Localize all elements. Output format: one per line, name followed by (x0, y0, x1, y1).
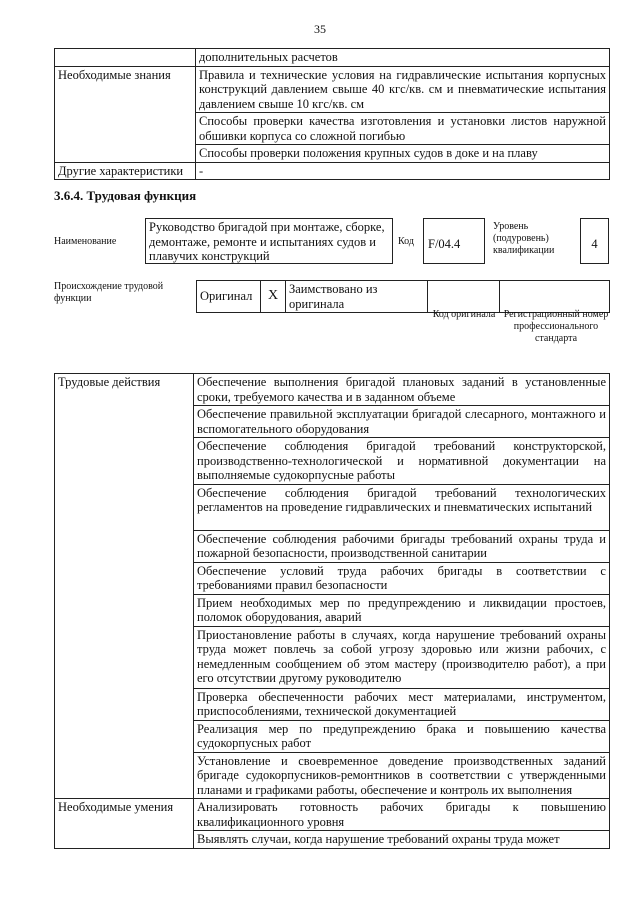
page-number: 35 (314, 22, 326, 36)
skill-item: Анализировать готовность рабочих бригады к повышению квалификационного уровня (194, 799, 610, 831)
name-value: Руководство бригадой при монтаже, сборке, демонтаже, ремонте и испытаниях судов и плавучих конструкций (145, 218, 393, 264)
knowledge-item: Правила и технические условия на гидравлические испытания корпусных конструкций давлением свыше 40 кгс/кв. см и пневматические испытания давлением свыше 10 кгс/кв. см (196, 66, 610, 113)
code-label: Код (398, 236, 414, 247)
knowledge-item: Способы проверки положения крупных судов в доке и на плаву (196, 145, 610, 163)
section-title: 3.6.4. Трудовая функция (54, 188, 197, 203)
actions-label: Трудовые действия (55, 374, 194, 799)
knowledge-label: Необходимые знания (55, 66, 196, 162)
skill-item: Выявлять случаи, когда нарушение требований охраны труда может (194, 831, 610, 849)
original-mark: X (261, 281, 286, 313)
action-item: Обеспечение правильной эксплуатации бригадой слесарного, монтажного и вспомогательного оборудования (194, 406, 610, 438)
knowledge-item: Способы проверки качества изготовления и установки листов наружной обшивки корпуса со сложной погибью (196, 113, 610, 145)
level-label: Уровень (подуровень) квалификации (493, 221, 555, 256)
action-item: Обеспечение соблюдения бригадой требований конструкторской, производственно-технологической и нормативной документации на выполняемые судокорпусные работы (194, 438, 610, 485)
borrowed-label: Заимствовано из оригинала (286, 281, 428, 313)
action-item: Установление и своевременное доведение производственных заданий бригаде судокорпусников-ремонтников в соответствии с утвержденными планами и графиками работы, обеспечение и контроль их выполнения (194, 752, 610, 799)
code-caption: Код оригинала (432, 309, 496, 320)
continuation-left-cell (55, 49, 196, 67)
code-value: F/04.4 (423, 218, 485, 264)
skills-label: Необходимые умения (55, 799, 194, 849)
action-item: Обеспечение соблюдения бригадой требований технологических регламентов на проведение гидравлических и пневматических испытаний (194, 484, 610, 530)
action-item: Реализация мер по предупреждению брака и повышению качества судокорпусных работ (194, 720, 610, 752)
name-label: Наименование (54, 236, 117, 247)
continuation-cell: дополнительных расчетов (196, 49, 610, 67)
action-item: Приостановление работы в случаях, когда нарушение требований охраны труда может повлечь за собой угрозу здоровью или жизни рабочих, с немедленным сообщением об этом мастеру (производителю работ), а при его отсутствии другому руководителю (194, 626, 610, 688)
action-item: Прием необходимых мер по предупреждению и ликвидации простоев, поломок оборудования, аварий (194, 594, 610, 626)
knowledge-table (54, 48, 610, 180)
other-label: Другие характеристики (55, 162, 196, 180)
action-item: Обеспечение условий труда рабочих бригады в соответствии с требованиями правил безопасности (194, 562, 610, 594)
level-value: 4 (580, 218, 609, 264)
original-label: Оригинал (197, 281, 261, 313)
reg-caption: Регистрационный номер профессионального стандарта (503, 309, 609, 344)
origin-label: Происхождение трудовой функции (54, 281, 164, 304)
action-item: Проверка обеспеченности рабочих мест материалами, инструментом, приспособлениями, технической документацией (194, 688, 610, 720)
origin-reg-cell (500, 281, 610, 313)
action-item: Обеспечение выполнения бригадой плановых заданий в установленные сроки, требуемого качества и в заданном объеме (194, 374, 610, 406)
actions-table (54, 373, 610, 849)
action-item: Обеспечение соблюдения рабочими бригады требований охраны труда и пожарной безопасности, производственной санитарии (194, 530, 610, 562)
other-value: - (196, 162, 610, 180)
origin-code-cell (428, 281, 500, 313)
